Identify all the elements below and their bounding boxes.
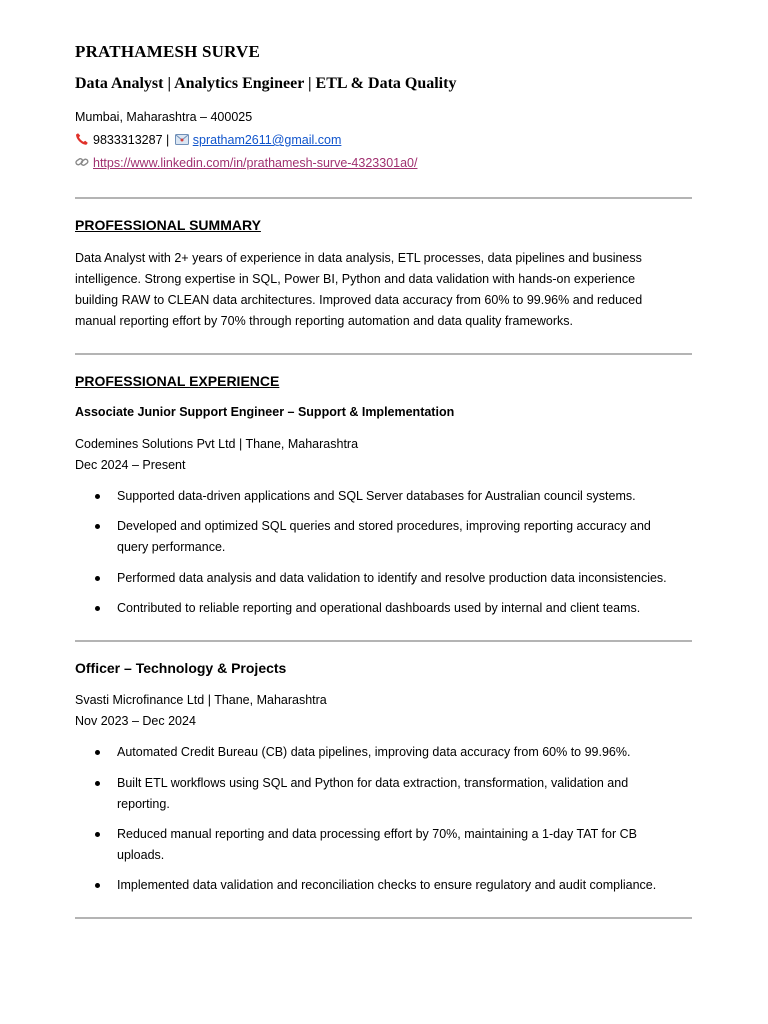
bullet-text: Performed data analysis and data validation to identify and resolve production data inconsistencies.	[117, 571, 667, 585]
bullet-dot	[95, 576, 100, 581]
email-link[interactable]: spratham2611@gmail.com	[192, 133, 342, 147]
job-title: Associate Junior Support Engineer – Support & Implementation	[75, 405, 455, 419]
divider	[75, 197, 692, 199]
bullet-text: Implemented data validation and reconciliation checks to ensure regulatory and audit compliance.	[117, 878, 657, 892]
summary-line: intelligence. Strong expertise in SQL, Power BI, Python and data validation with hands-on experience	[75, 272, 636, 286]
bullet-text: Built ETL workflows using SQL and Python for data extraction, transformation, validation and	[117, 776, 629, 790]
job-company: Svasti Microfinance Ltd | Thane, Maharashtra	[75, 693, 327, 707]
candidate-name: PRATHAMESH SURVE	[75, 42, 261, 61]
bullet-text: Reduced manual reporting and data processing effort by 70%, maintaining a 1-day TAT for CB	[117, 827, 637, 841]
linkedin-link[interactable]: https://www.linkedin.com/in/prathamesh-surve-4323301a0/	[93, 156, 418, 170]
phone-number: 9833313287	[93, 133, 163, 147]
divider	[75, 640, 692, 642]
bullet-text: uploads.	[117, 848, 165, 862]
summary-paragraph	[75, 248, 692, 332]
job-title: Officer – Technology & Projects	[75, 660, 287, 676]
mail-icon	[175, 133, 189, 144]
section-title-experience: PROFESSIONAL EXPERIENCE	[75, 373, 280, 389]
job-dates: Dec 2024 – Present	[75, 458, 186, 472]
bullet-dot	[95, 524, 100, 529]
bullet-text: reporting.	[117, 797, 170, 811]
bullet-text: Supported data-driven applications and SQL Server databases for Australian council systems.	[117, 489, 636, 503]
phone-icon	[75, 132, 89, 146]
job-dates: Nov 2023 – Dec 2024	[75, 714, 196, 728]
bullet-dot	[95, 750, 100, 755]
section-title-summary: PROFESSIONAL SUMMARY	[75, 217, 261, 233]
linkedin-row	[75, 155, 417, 171]
summary-line: building RAW to CLEAN data architectures. Improved data accuracy from 60% to 99.96% and reduced	[75, 293, 643, 307]
bullet-text: Automated Credit Bureau (CB) data pipelines, improving data accuracy from 60% to 99.96%.	[117, 745, 631, 759]
bullet-text: query performance.	[117, 540, 226, 554]
contact-row	[75, 132, 341, 148]
summary-line: manual reporting effort by 70% through reporting automation and data quality frameworks.	[75, 314, 573, 328]
bullet-dot	[95, 832, 100, 837]
bullet-text: Contributed to reliable reporting and operational dashboards used by internal and client teams.	[117, 601, 641, 615]
divider	[75, 917, 692, 919]
job-company: Codemines Solutions Pvt Ltd | Thane, Maharashtra	[75, 437, 359, 451]
address: Mumbai, Maharashtra – 400025	[75, 110, 253, 124]
contact-separator: |	[166, 133, 170, 147]
bullet-dot	[95, 606, 100, 611]
bullet-dot	[95, 494, 100, 499]
bullet-text: Developed and optimized SQL queries and stored procedures, improving reporting accuracy and	[117, 519, 651, 533]
candidate-headline: Data Analyst | Analytics Engineer | ETL & Data Quality	[75, 75, 457, 92]
link-icon	[75, 156, 89, 168]
summary-line: Data Analyst with 2+ years of experience in data analysis, ETL processes, data pipelines and business	[75, 251, 642, 265]
divider	[75, 353, 692, 355]
bullet-dot	[95, 781, 100, 786]
bullet-dot	[95, 883, 100, 888]
